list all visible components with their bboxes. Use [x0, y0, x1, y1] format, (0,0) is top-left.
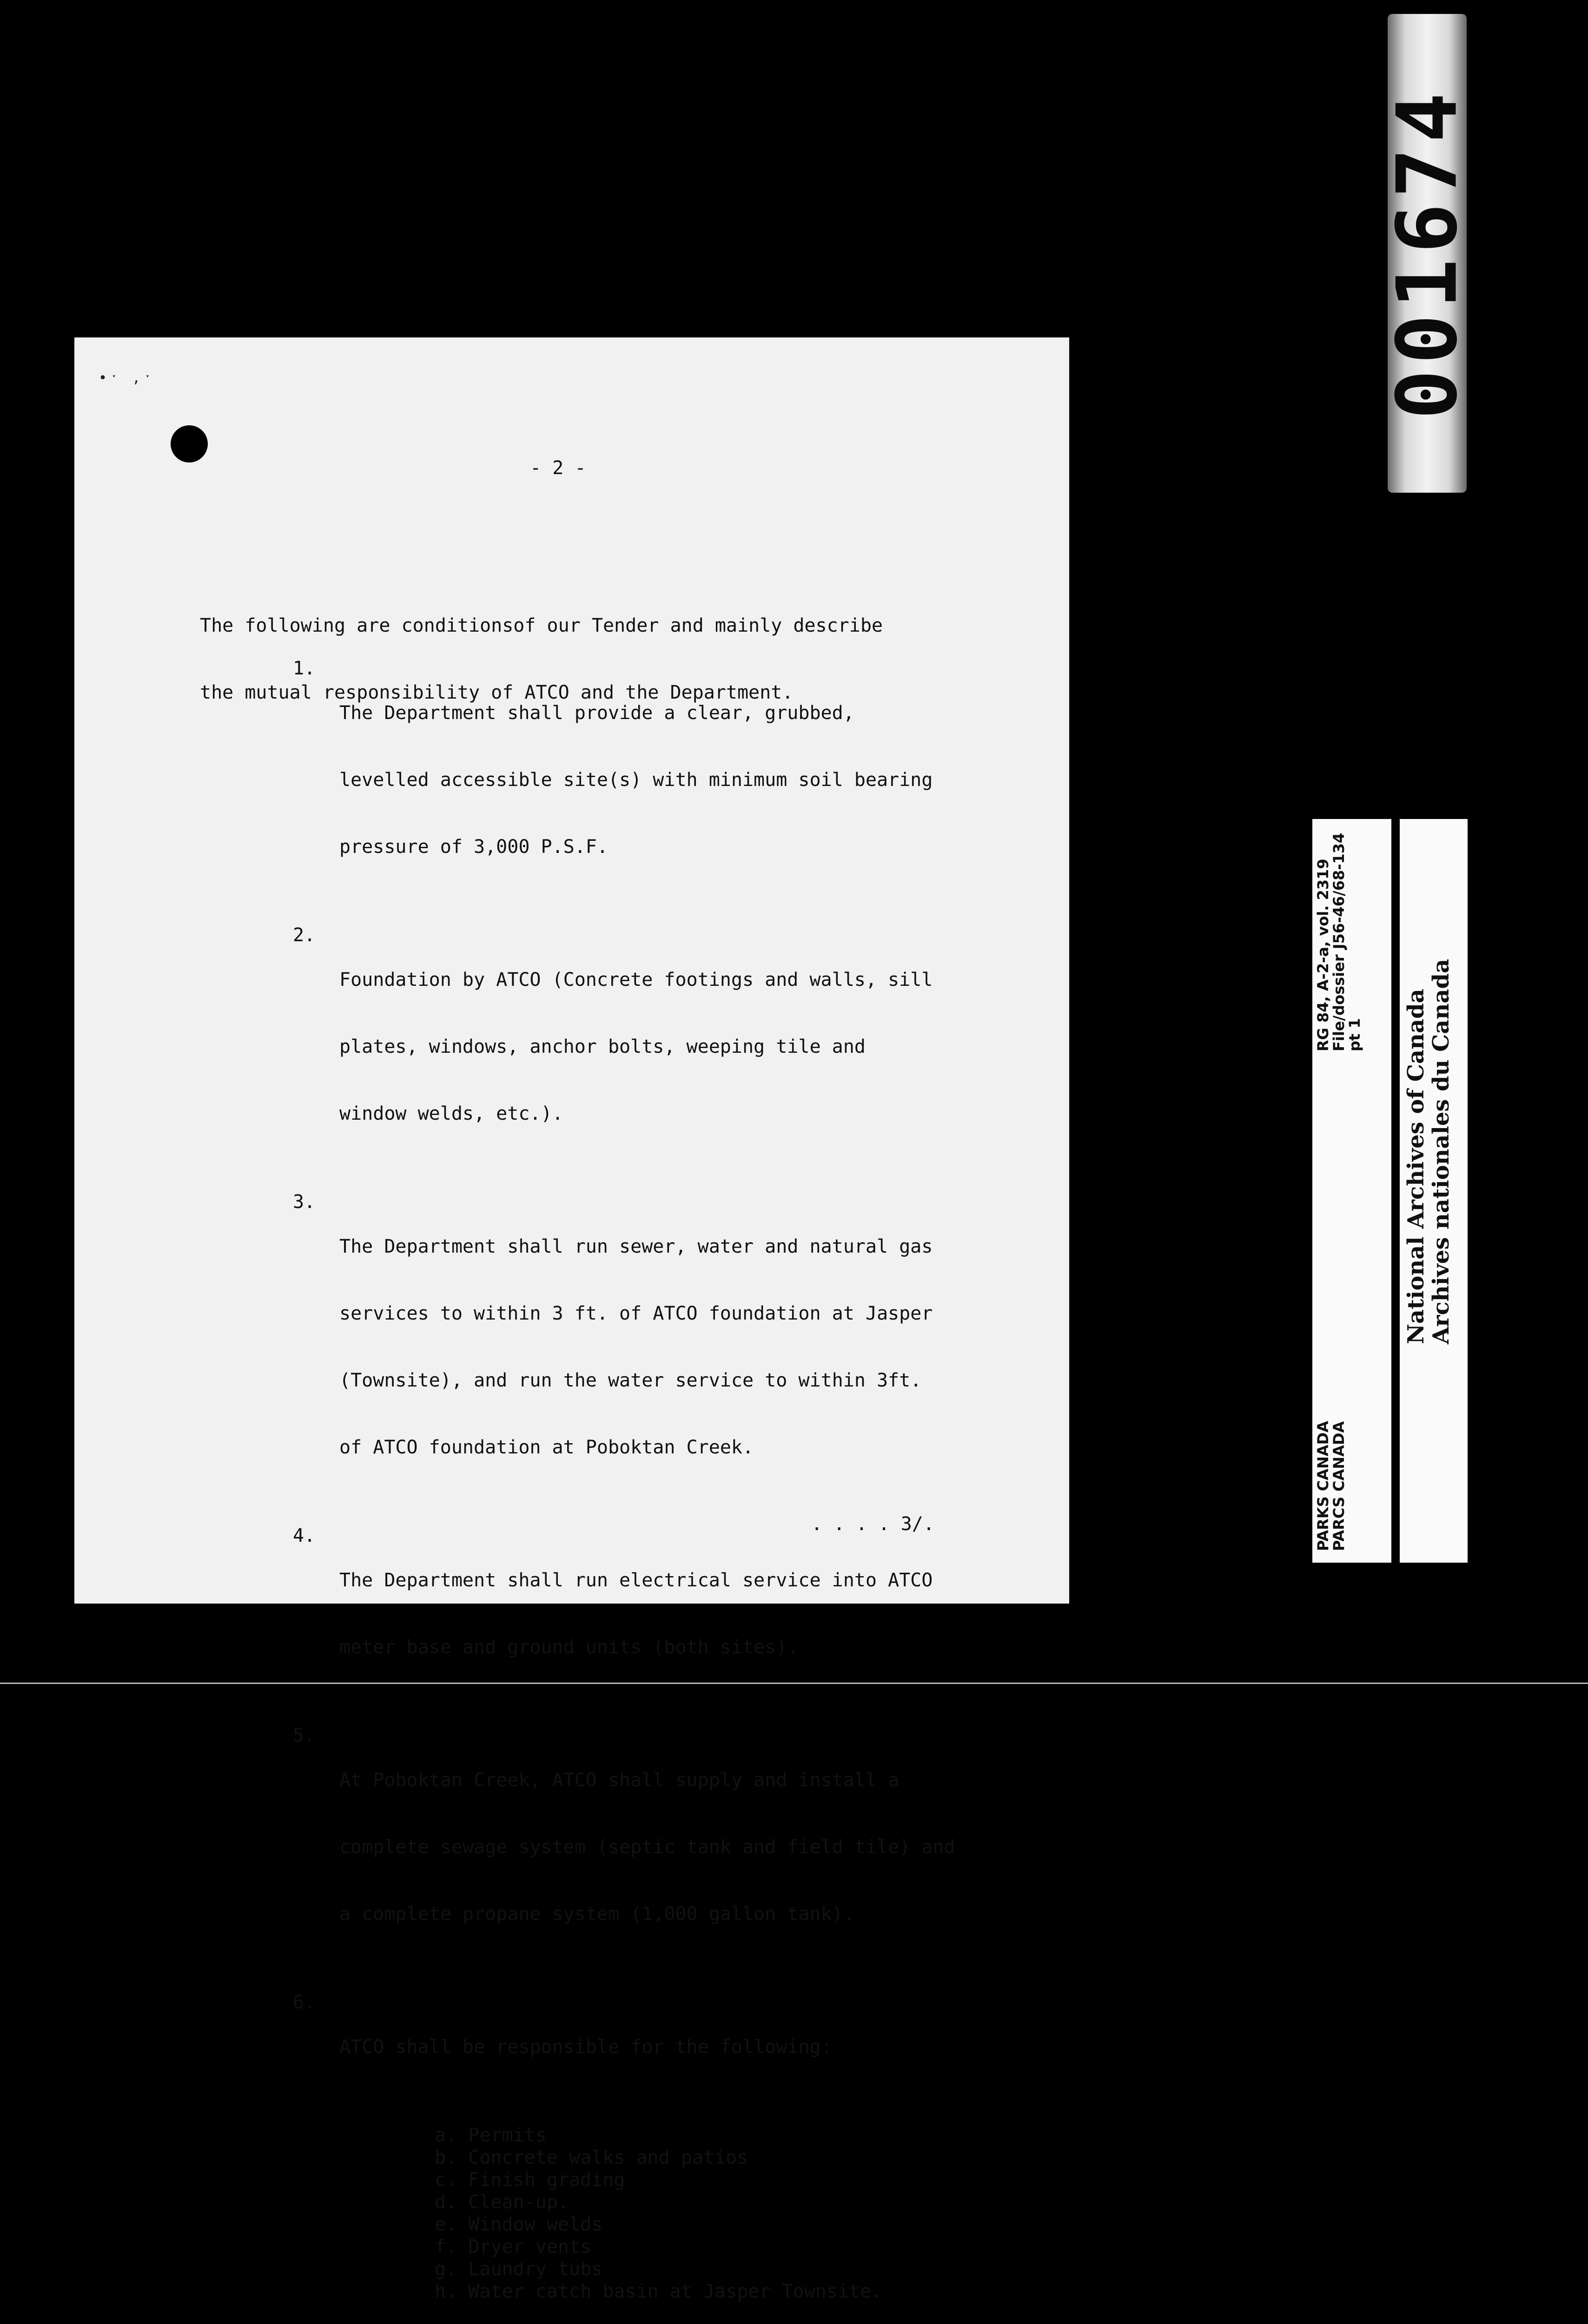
sublist-item: a. Permits — [435, 2125, 547, 2146]
label-divider — [1391, 819, 1400, 1563]
sublist-item: h. Water catch basin at Jasper Townsite. — [435, 2281, 883, 2302]
item-line: a complete propane system (1,000 gallon tank). — [339, 1903, 854, 1925]
item-line: Foundation by ATCO (Concrete footings and walls, sill — [339, 969, 933, 990]
item-number: 2. — [293, 924, 316, 946]
archive-reference: pt 1 — [1346, 1018, 1363, 1051]
microfilm-frame-tape — [1379, 14, 1476, 493]
item-line: The Department shall run electrical service into ATCO — [339, 1570, 933, 1591]
responsibility-sublist — [293, 2124, 955, 2303]
item-line: levelled accessible site(s) with minimum soil bearing — [339, 769, 933, 791]
sublist-item: f. Dryer vents — [435, 2236, 592, 2258]
item-line: complete sewage system (septic tank and field tile) and — [339, 1836, 955, 1858]
sublist-item: c. Finish grading — [435, 2169, 625, 2191]
page-number: - 2 - — [530, 457, 586, 479]
sublist-item: g. Laundry tubs — [435, 2258, 603, 2280]
item-number: 4. — [293, 1525, 316, 1546]
item-number: 6. — [293, 1992, 316, 2013]
item-line: pressure of 3,000 P.S.F. — [339, 836, 608, 858]
sublist-item: e. Window welds — [435, 2214, 603, 2235]
item-text — [339, 1991, 955, 2103]
item-line: meter base and ground units (both sites). — [339, 1637, 799, 1658]
document-page — [74, 337, 1069, 2302]
archive-label — [1312, 819, 1468, 1563]
frame-number: 001674 — [1379, 87, 1476, 420]
item-line: The Department shall provide a clear, grubbed, — [339, 702, 854, 724]
intro-line: The following are conditionsof our Tender and mainly describe — [200, 615, 883, 636]
scan-specks: •ˑ ,ˑ — [99, 370, 155, 386]
item-text — [339, 1525, 955, 1703]
item-line: services to within 3 ft. of ATCO foundation at Jasper — [339, 1303, 933, 1324]
archive-name: National Archives of Canada — [1403, 989, 1429, 1344]
sublist-item: b. Concrete walks and patios — [435, 2147, 748, 2168]
punch-hole — [171, 425, 208, 462]
organization-name: PARCS CANADA — [1330, 1421, 1348, 1551]
film-edge-line — [0, 1683, 1588, 1684]
organization-name: PARKS CANADA — [1314, 1420, 1332, 1551]
item-line: (Townsite), and run the water service to within 3ft. — [339, 1370, 922, 1391]
item-line: The Department shall run sewer, water and natural gas — [339, 1236, 933, 1257]
archive-reference-strip — [1312, 819, 1363, 1563]
intro-line: the mutual responsibility of ATCO and the Department. — [200, 682, 794, 703]
condition-item — [293, 1991, 955, 2303]
condition-item — [293, 1724, 955, 1970]
sublist-item: d. Clean-up. — [435, 2192, 569, 2213]
condition-item — [293, 1525, 955, 1703]
item-text — [339, 1191, 955, 1503]
item-text — [339, 924, 955, 1169]
item-line: window welds, etc.). — [339, 1103, 563, 1124]
item-number: 3. — [293, 1191, 316, 1213]
item-line: plates, windows, anchor bolts, weeping tile and — [339, 1036, 866, 1057]
item-text — [339, 657, 955, 903]
archive-reference: RG 84, A-2-a, vol. 2319 — [1314, 858, 1332, 1051]
item-line: At Poboktan Creek, ATCO shall supply and install a — [339, 1769, 900, 1791]
item-text — [339, 1724, 955, 1970]
item-line: of ATCO foundation at Poboktan Creek. — [339, 1437, 754, 1458]
condition-item — [293, 1191, 955, 1503]
archive-reference: File/dossier J56-46/68-134 — [1330, 832, 1348, 1051]
item-line: ATCO shall be responsible for the following: — [339, 2036, 832, 2058]
condition-item — [293, 657, 955, 903]
archive-name: Archives nationales du Canada — [1428, 958, 1454, 1344]
item-number: 1. — [293, 658, 316, 679]
conditions-list — [293, 657, 955, 2324]
condition-item — [293, 924, 955, 1169]
continuation-marker: . . . . 3/. — [811, 1513, 934, 1535]
archive-name-strip — [1403, 819, 1454, 1563]
item-number: 5. — [293, 1725, 316, 1746]
